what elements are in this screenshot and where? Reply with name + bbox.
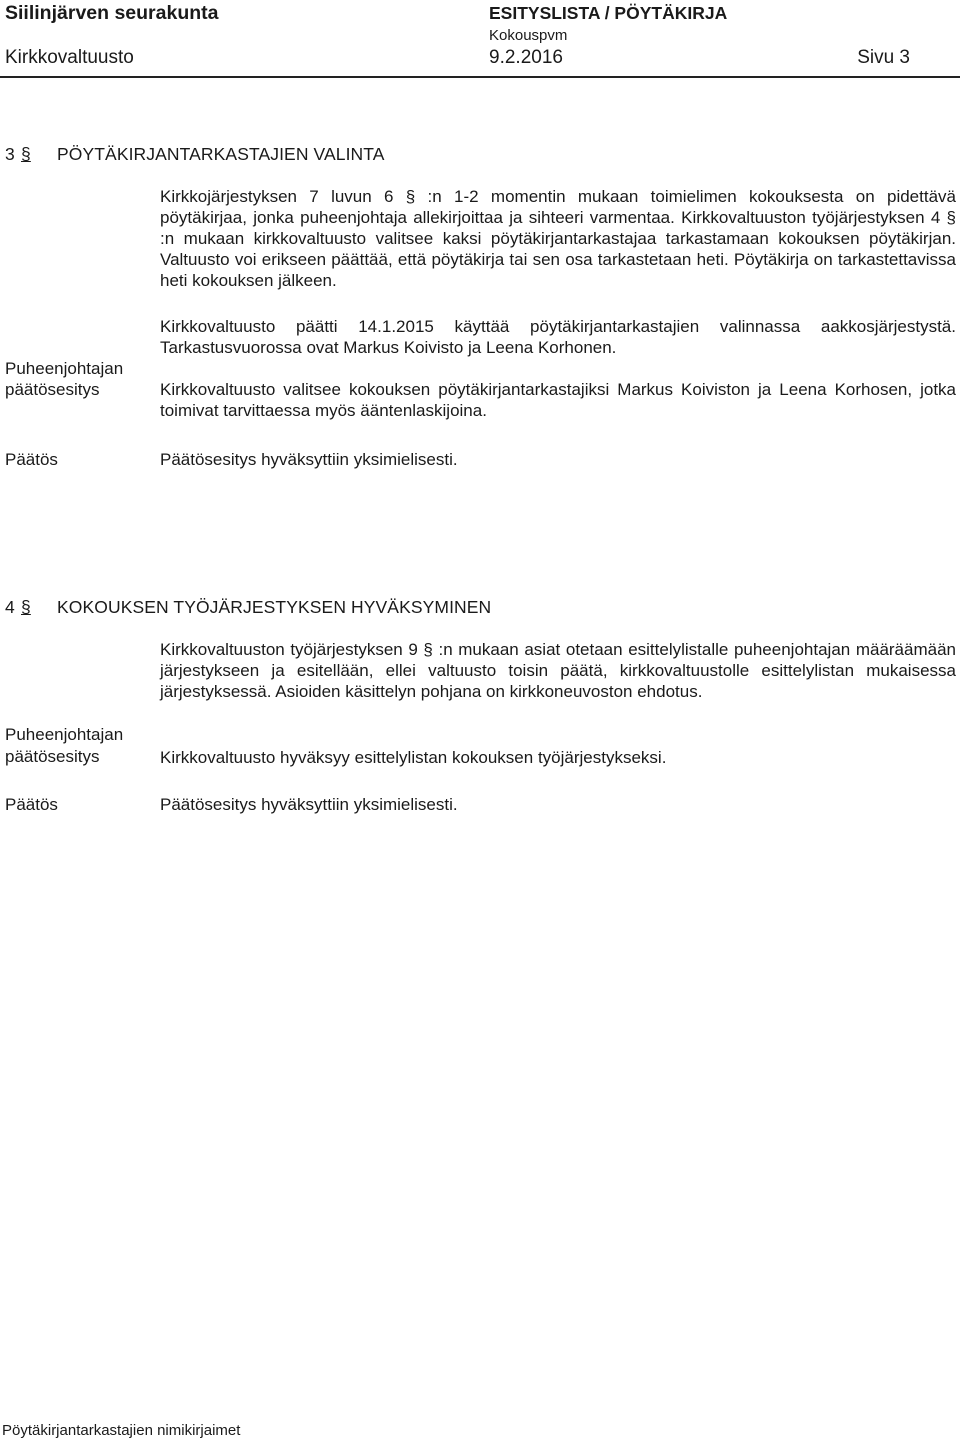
document-type: ESITYSLISTA / PÖYTÄKIRJA	[489, 3, 728, 23]
meeting-date: 9.2.2016	[489, 47, 563, 68]
section-number: 3	[5, 144, 15, 164]
section-3-decision: Päätösesitys hyväksyttiin yksimielisesti.	[160, 450, 458, 469]
governing-body: Kirkkovaltuusto	[5, 47, 134, 68]
page-number: Sivu 3	[857, 47, 910, 68]
section-mark: §	[21, 597, 31, 617]
header-divider	[0, 76, 960, 78]
organization-name: Siilinjärven seurakunta	[5, 2, 219, 24]
proposal-label-line2: päätösesitys	[5, 380, 100, 399]
proposal-label-line1: Puheenjohtajan	[5, 725, 124, 744]
section-4-title-row	[5, 597, 491, 618]
initials-footer: Pöytäkirjantarkastajien nimikirjaimet	[2, 1422, 241, 1439]
section-number: 4	[5, 597, 15, 617]
section-4-proposal: Kirkkovaltuusto hyväksyy esittelylistan kokouksen työjärjestykseksi.	[160, 748, 667, 767]
section-3-background: Kirkkovaltuusto päätti 14.1.2015 käyttää pöytäkirjantarkastajien valinnassa aakkosjärjestystä. Tarkastusvuorossa ovat Markus Koivisto ja Leena Korhonen.	[160, 317, 956, 357]
section-mark: §	[21, 144, 31, 164]
decision-label: Päätös	[5, 450, 58, 469]
section-4-decision: Päätösesitys hyväksyttiin yksimielisesti.	[160, 795, 458, 814]
section-3-proposal: Kirkkovaltuusto valitsee kokouksen pöytäkirjantarkastajiksi Markus Koiviston ja Leena Korhosen, jotka toimivat tarvittaessa myös ääntenlaskijoina.	[160, 380, 956, 420]
meeting-date-label: Kokouspvm	[489, 27, 568, 44]
section-title: PÖYTÄKIRJANTARKASTAJIEN VALINTA	[57, 144, 385, 164]
decision-label: Päätös	[5, 795, 58, 814]
proposal-label-line1: Puheenjohtajan	[5, 359, 124, 378]
proposal-label-line2: päätösesitys	[5, 747, 100, 766]
section-title: KOKOUKSEN TYÖJÄRJESTYKSEN HYVÄKSYMINEN	[57, 597, 492, 617]
section-3-title-row	[5, 144, 385, 165]
section-3-intro: Kirkkojärjestyksen 7 luvun 6 § :n 1-2 momentin mukaan toimielimen kokouksesta on pidettävä pöytäkirjaa, jonka puheenjohtaja allekirjoittaa ja sihteeri varmentaa. Kirkkovaltuuston työjärjestyksen 4 § :n mukaan kirkkovaltuusto valitsee kaksi pöytäkirjantarkastajaa tarkastamaan kokouksen pöytäkirjan. Valtuusto voi erikseen päättää, että pöytäkirja tai sen osa tarkastetaan heti. Pöytäkirja on tarkastettavissa heti kokouksen jälkeen.	[160, 187, 956, 290]
section-4-intro: Kirkkovaltuuston työjärjestyksen 9 § :n mukaan asiat otetaan esittelylistalle puheenjohtajan määräämään järjestykseen ja esitellään, ellei valtuusto toisin päätä, kirkkovaltuustolle esittelylistan mukaisessa järjestyksessä. Asioiden käsittelyn pohjana on kirkkoneuvoston ehdotus.	[160, 640, 956, 701]
